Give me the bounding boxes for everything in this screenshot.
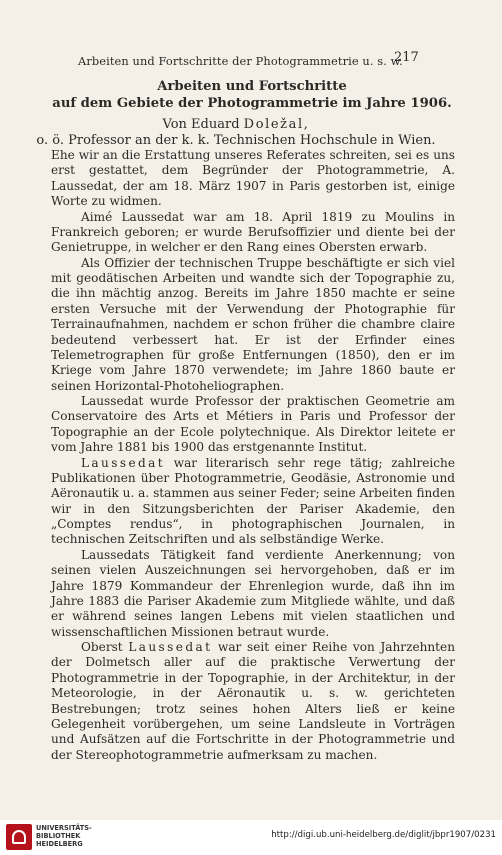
library-name [36, 825, 92, 848]
title-line-2: auf dem Gebiete der Photogrammetrie im Jahre 1906. [52, 95, 452, 111]
page-number: 217 [394, 50, 419, 65]
paragraph-5 [51, 456, 455, 548]
logo-line-3: HEIDELBERG [36, 839, 83, 848]
footer-bar [0, 820, 502, 855]
name-emphasis: Laussedat [81, 455, 166, 470]
paragraph-7-text: war seit einer Reihe von Jahrzehnten der Dolmetsch aller auf die praktische Verwertung der Photogrammetrie in der Topographie, in der Architektur, in der Meteorologie, in der Aëronautik u. s. w. gerichteten Bestrebungen; trotz seines hohen Alters ließ er keine Gelegenheit vorübergehen, um seine Landsleute in Vorträgen und Aufsätzen auf die Fortschritte in der Photogrammetrie und der Stereophotogrammetrie aufmerksam zu machen. [51, 640, 455, 762]
paragraph-1: Ehe wir an die Erstattung unseres Referates schreiten, sei es uns erst gestattet, dem Begründer der Photogrammetrie, A. Laussedat, der am 18. März 1907 in Paris gestorben ist, einige Worte zu widmen. [51, 148, 455, 209]
paragraph-5-text: war literarisch sehr rege tätig; zahlreiche Publikationen über Photogrammetrie, Geodäsie, Astronomie und Aëronautik u. a. stammen aus seiner Feder; seine Arbeiten finden wir in den Sitzungsberichten der Pariser Akademie, den „Comptes rendus“, in photographischen Journalen, in technischen Zeitschriften und als selbständige Werke. [51, 455, 455, 547]
paragraph-7-prefix: Oberst [81, 640, 129, 654]
logo-emblem-icon [12, 830, 26, 844]
logo-line-2: BIBLIOTHEK [36, 831, 81, 840]
byline-author [20, 117, 452, 133]
source-url-link[interactable]: http://digi.ub.uni-heidelberg.de/diglit/jbpr1907/0231 [271, 830, 496, 840]
library-logo-icon [6, 824, 32, 850]
paragraph-4: Laussedat wurde Professor der praktischen Geometrie am Conservatoire des Arts et Métiers in Paris und Professor der Topographie an der Ecole polytechnique. Als Direktor leitete er vom Jahre 1881 bis 1900 das erstgenannte Institut. [51, 394, 455, 455]
logo-line-1: UNIVERSITÄTS- [36, 824, 92, 832]
title-line-1: Arbeiten und Fortschritte [157, 79, 347, 94]
author-name: Doležal, [243, 117, 310, 132]
paragraph-7 [51, 640, 455, 763]
byline-affiliation: o. ö. Professor an der k. k. Technischen Hochschule in Wien. [36, 132, 436, 148]
paragraph-6: Laussedats Tätigkeit fand verdiente Anerkennung; von seinen vielen Auszeichnungen sei hervorgehoben, daß er im Jahre 1879 Kommandeur der Ehrenlegion wurde, daß ihn im Jahre 1883 die Pariser Akademie zum Mitgliede wählte, und daß er während seines langen Lebens mit vielen staatlichen und wissenschaftlichen Missionen betraut wurde. [51, 547, 455, 639]
name-emphasis: Laussedat [128, 640, 213, 654]
paragraph-3: Als Offizier der technischen Truppe beschäftigte er sich viel mit geodätischen Arbeiten und wandte sich der Topographie zu, die ihn mächtig anzog. Bereits im Jahre 1850 machte er seine ersten Versuche mit der Verwendung der Photographie für Terrainaufnahmen, nachdem er schon früher die chambre claire bedeutend verbessert hat. Er ist der Erfinder eines Telemetrographen für große Entfernungen (1850), den er im Kriege vom Jahre 1870 verwendete; im Jahre 1860 baute er seinen Horizontal-Photoheliographen. [51, 255, 455, 393]
byline [20, 117, 452, 148]
paragraph-2: Aimé Laussedat war am 18. April 1819 zu Moulins in Frankreich geboren; er wurde Berufsoffizier und diente bei der Genietruppe, in welcher er den Rang eines Obersten erwarb. [51, 209, 455, 255]
byline-prefix: Von Eduard [162, 117, 244, 132]
article-body [51, 148, 455, 763]
running-head: Arbeiten und Fortschritte der Photogrammetrie u. s. w. [78, 54, 403, 68]
article-title [36, 79, 468, 112]
